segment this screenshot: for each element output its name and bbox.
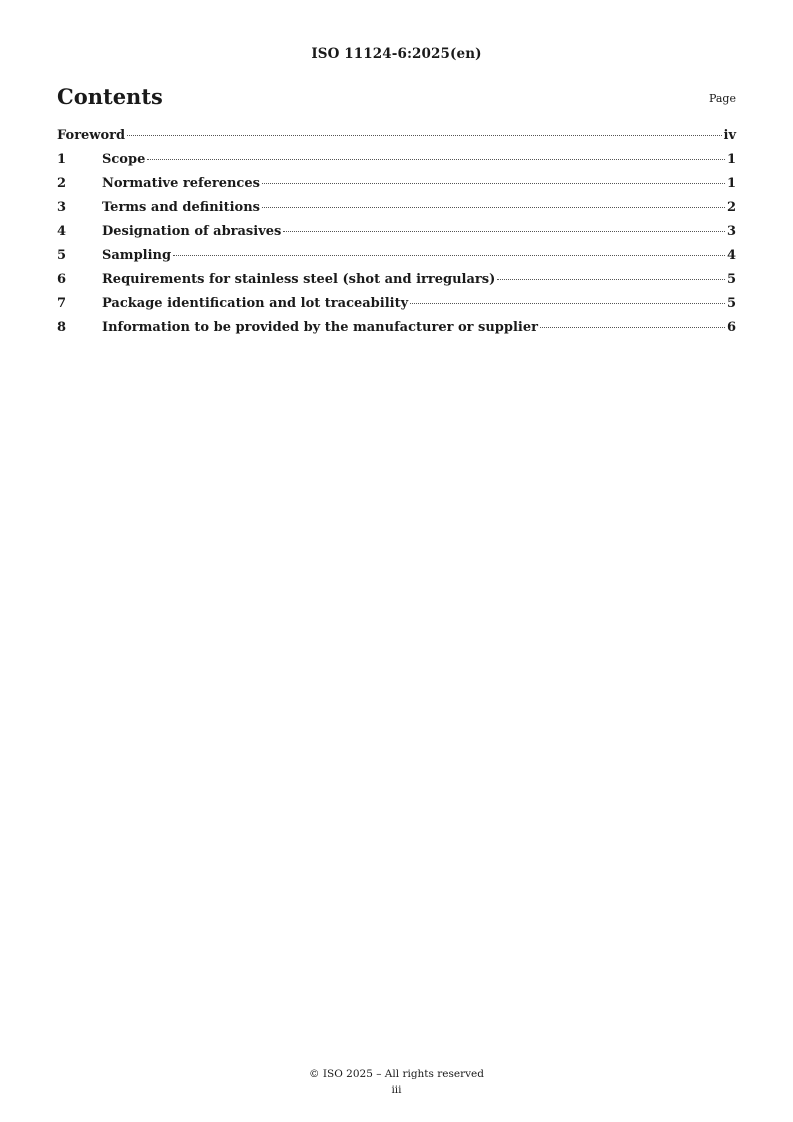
toc-entry-information-provided[interactable] bbox=[57, 320, 736, 344]
page-column-label: Page bbox=[708, 92, 736, 105]
toc-entry-title: Normative references bbox=[102, 176, 260, 191]
page-footer bbox=[0, 1066, 793, 1098]
toc-entry-page: iv bbox=[723, 128, 736, 143]
toc-entry-foreword[interactable] bbox=[57, 128, 736, 152]
document-id-header: ISO 11124-6:2025(en) bbox=[311, 46, 482, 62]
toc-entry-number: 7 bbox=[57, 296, 67, 311]
dot-leader bbox=[147, 159, 725, 160]
toc-entry-title: Terms and definitions bbox=[102, 200, 260, 215]
toc-entry-page: 3 bbox=[726, 224, 736, 239]
dot-leader bbox=[540, 327, 725, 328]
toc-entry-title: Information to be provided by the manufacturer or supplier bbox=[102, 320, 538, 335]
contents-title: Contents bbox=[57, 84, 163, 109]
toc-entry-number: 2 bbox=[57, 176, 67, 191]
toc-entry-title: Foreword bbox=[57, 128, 126, 143]
toc-entry-page: 5 bbox=[726, 296, 736, 311]
toc-entry-title: Package identification and lot traceability bbox=[102, 296, 409, 311]
toc-entry-title: Requirements for stainless steel (shot and irregulars) bbox=[102, 272, 496, 287]
toc-entry-number: 5 bbox=[57, 248, 67, 263]
dot-leader bbox=[262, 207, 725, 208]
toc-entry-title: Sampling bbox=[102, 248, 172, 263]
table-of-contents bbox=[57, 128, 736, 344]
dot-leader bbox=[173, 255, 725, 256]
toc-entry-number: 8 bbox=[57, 320, 67, 335]
toc-entry-scope[interactable] bbox=[57, 152, 736, 176]
toc-entry-number: 1 bbox=[57, 152, 67, 167]
toc-entry-page: 1 bbox=[726, 152, 736, 167]
toc-entry-sampling[interactable] bbox=[57, 248, 736, 272]
toc-entry-number: 6 bbox=[57, 272, 67, 287]
copyright-notice: © ISO 2025 – All rights reserved bbox=[309, 1068, 484, 1080]
toc-entry-designation-of-abrasives[interactable] bbox=[57, 224, 736, 248]
dot-leader bbox=[262, 183, 725, 184]
page-number: iii bbox=[391, 1084, 402, 1096]
dot-leader bbox=[283, 231, 725, 232]
toc-entry-number: 3 bbox=[57, 200, 67, 215]
toc-entry-package-identification[interactable] bbox=[57, 296, 736, 320]
toc-entry-page: 2 bbox=[726, 200, 736, 215]
dot-leader bbox=[497, 279, 725, 280]
toc-entry-title: Scope bbox=[102, 152, 146, 167]
toc-entry-page: 6 bbox=[726, 320, 736, 335]
dot-leader bbox=[410, 303, 725, 304]
dot-leader bbox=[127, 135, 721, 136]
toc-entry-page: 5 bbox=[726, 272, 736, 287]
toc-entry-normative-references[interactable] bbox=[57, 176, 736, 200]
toc-entry-page: 1 bbox=[726, 176, 736, 191]
toc-entry-requirements-stainless-steel[interactable] bbox=[57, 272, 736, 296]
toc-entry-title: Designation of abrasives bbox=[102, 224, 282, 239]
toc-entry-number: 4 bbox=[57, 224, 67, 239]
toc-entry-terms-and-definitions[interactable] bbox=[57, 200, 736, 224]
toc-entry-page: 4 bbox=[726, 248, 736, 263]
